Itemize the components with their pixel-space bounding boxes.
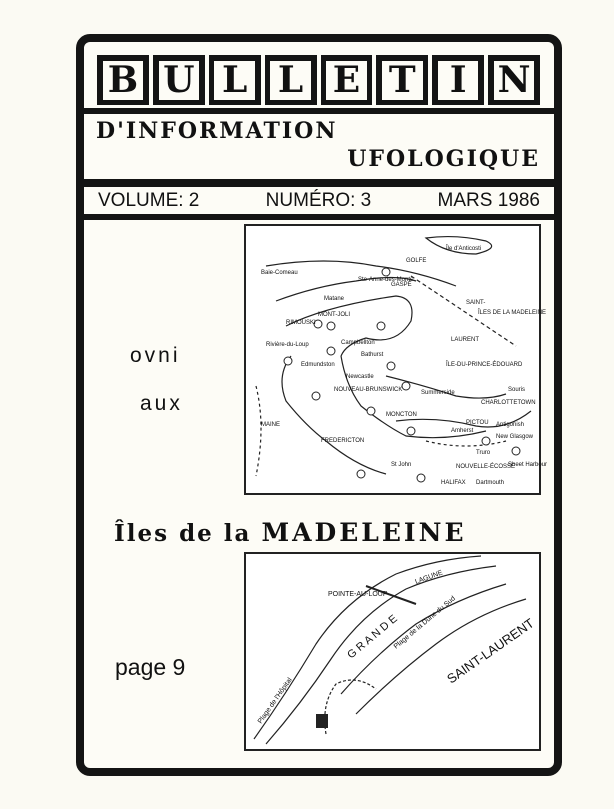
- title-letter: U: [153, 55, 205, 105]
- map-label: Souris: [508, 387, 526, 393]
- map-label: Antigonish: [496, 422, 525, 428]
- map-label: Plage de la Dune du Sud: [392, 595, 457, 651]
- map-label: CHARLOTTETOWN: [481, 400, 536, 406]
- map-label: Campbellton: [341, 340, 375, 346]
- map-label: Rivière-du-Loup: [266, 342, 309, 348]
- headline-name: MADELEINE: [261, 518, 467, 547]
- date-label: MARS 1986: [437, 190, 540, 211]
- headline: [114, 518, 467, 547]
- volume-label: VOLUME: 2: [98, 190, 200, 211]
- map-label: SAINT-LAURENT: [444, 615, 537, 687]
- subtitle-line1: D'INFORMATION: [96, 118, 338, 144]
- map-label: Bathurst: [361, 352, 384, 358]
- map-label: RIMOUSKI: [286, 320, 316, 326]
- title-letter: L: [209, 55, 261, 105]
- map-label: ÎLE-DU-PRINCE-ÉDOUARD: [446, 362, 523, 368]
- map-label: Truro: [476, 450, 491, 456]
- map-label: ÎLES DE LA MADELEINE: [478, 310, 547, 316]
- side-text-ovni: ovni: [130, 344, 181, 367]
- map-label: Sheet Harbour: [508, 462, 548, 468]
- map-label: MONT-JOLI: [318, 312, 351, 318]
- numero-label: NUMÉRO: 3: [265, 190, 372, 211]
- map-label: Matane: [324, 296, 345, 302]
- detail-map: [244, 552, 541, 751]
- map-label: Ste-Anne-des-Monts: [358, 277, 414, 283]
- region-map-drawing: [246, 226, 548, 493]
- map-label: Edmundston: [301, 362, 335, 368]
- map-label: HALIFAX: [441, 480, 466, 486]
- map-label: Baie-Comeau: [261, 270, 298, 276]
- map-label: POINTE-AU-LOUP: [328, 591, 388, 598]
- map-label: Amherst: [451, 428, 474, 434]
- title-letter: I: [432, 55, 484, 105]
- map-label: New Glasgow: [496, 434, 534, 440]
- divider: [84, 179, 554, 187]
- map-label: MONCTON: [386, 412, 417, 418]
- map-label: LAURENT: [451, 337, 480, 343]
- title-letter: N: [488, 55, 540, 105]
- map-label: LAGUNE: [414, 569, 444, 586]
- map-label: NOUVEAU-BRUNSWICK: [334, 387, 403, 393]
- map-label: NOUVELLE-ÉCOSSE: [456, 464, 516, 470]
- subtitle-line2: UFOLOGIQUE: [347, 146, 540, 172]
- map-label: Île d'Anticosti: [446, 246, 482, 252]
- map-label: SAINT-: [466, 300, 486, 306]
- divider: [84, 214, 554, 220]
- map-label: GASPÉ: [391, 282, 412, 288]
- map-label: Summerside: [421, 390, 455, 396]
- issue-info: [84, 190, 554, 214]
- title-letter: E: [321, 55, 373, 105]
- map-label: Newcastle: [346, 374, 374, 380]
- map-label: MAINE: [261, 422, 281, 428]
- map-label: Plage de l'Hôpital: [256, 676, 294, 726]
- map-label: G R A N D E: [345, 612, 400, 662]
- page-reference: page 9: [115, 654, 186, 680]
- title-letter: L: [265, 55, 317, 105]
- divider: [84, 108, 554, 114]
- title-letter: T: [376, 55, 428, 105]
- map-label: Dartmouth: [476, 480, 505, 486]
- detail-map-drawing: [246, 554, 539, 749]
- side-text-aux: aux: [140, 392, 183, 415]
- map-label: PICTOU: [466, 420, 489, 426]
- bulletin-title: [97, 55, 540, 105]
- map-label: St John: [391, 462, 412, 468]
- headline-prefix: Îles de la: [114, 520, 252, 547]
- map-label: GOLFE: [406, 258, 427, 264]
- title-letter: B: [97, 55, 149, 105]
- map-label: FREDERICTON: [321, 438, 365, 444]
- region-map: [244, 224, 548, 495]
